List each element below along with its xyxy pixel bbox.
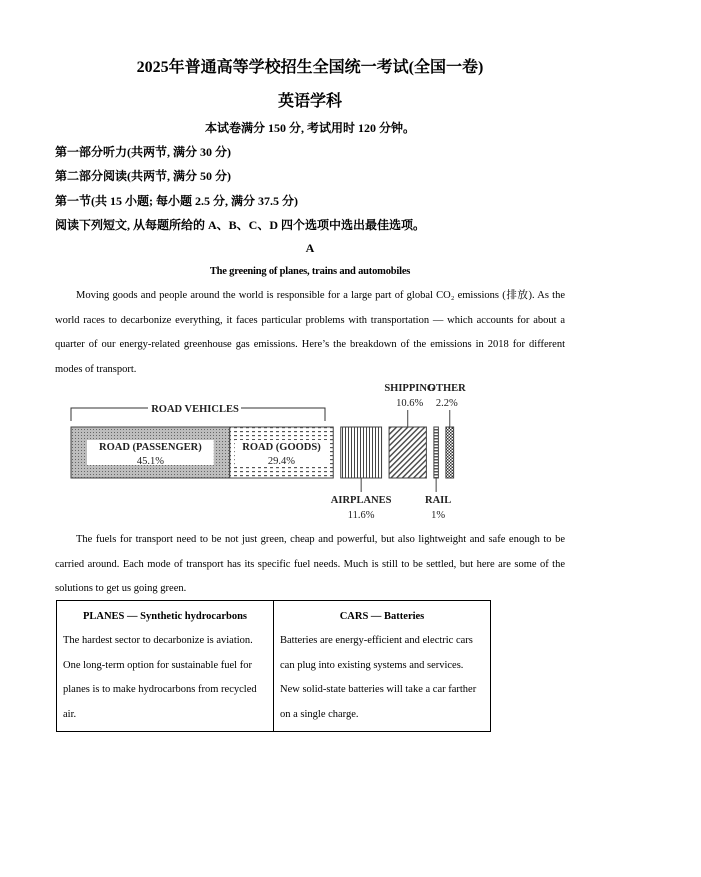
solutions-table: [56, 600, 491, 732]
table-cell-planes: [57, 601, 274, 732]
bar-value-label: 45.1%: [136, 456, 164, 467]
bar-value-label: 1%: [431, 510, 446, 521]
bar-category-label: AIRPLANES: [330, 495, 392, 506]
section-listening: 第一部分听力(共两节, 满分 30 分): [55, 145, 231, 159]
bar-value-label: 10.6%: [396, 398, 424, 409]
passage-letter: A: [305, 241, 315, 255]
bar-category-label: SHIPPING: [384, 383, 436, 394]
exam-subject: 英语学科: [277, 93, 342, 110]
bar-category-label: ROAD (PASSENGER): [98, 442, 202, 453]
passage-title: The greening of planes, trains and automobiles: [209, 266, 411, 277]
exam-info: 本试卷满分 150 分, 考试用时 120 分钟。: [204, 121, 415, 135]
exam-title: 2025年普通高等学校招生全国统一考试(全国一卷): [136, 59, 484, 76]
section-reading: 第二部分阅读(共两节, 满分 50 分): [55, 169, 231, 183]
bar-value-label: 11.6%: [347, 510, 375, 521]
planes-heading: PLANES — Synthetic hydrocarbons: [82, 611, 248, 622]
group-label: ROAD VEHICLES: [151, 404, 239, 415]
bar-category-label: OTHER: [427, 383, 466, 394]
table-cell-cars: [274, 601, 491, 732]
bar-rail: [434, 427, 439, 478]
table-row: [57, 601, 491, 732]
paragraph-intro: [55, 284, 565, 382]
bar-shipping: [389, 427, 426, 478]
bar-category-label: ROAD (GOODS): [242, 442, 321, 453]
emissions-chart: [60, 378, 480, 528]
bar-value-label: 29.4%: [267, 456, 296, 467]
bar-value-label: 2.2%: [435, 398, 458, 409]
cars-body: Batteries are energy-efficient and electric cars can plug into existing systems and services. New solid-state batteries will take a car farther on a single charge.: [280, 635, 477, 720]
bar-other: [446, 427, 454, 478]
bracket-left-line: [71, 408, 148, 421]
bracket-right-line: [241, 408, 325, 421]
bar-airplanes: [341, 427, 382, 478]
section-part-one: 第一节(共 15 小题; 每小题 2.5 分, 满分 37.5 分): [55, 194, 298, 208]
planes-body: The hardest sector to decarbonize is aviation. One long-term option for sustainable fuel for planes is to make hydrocarbons from recycled air.: [63, 635, 257, 720]
section-instructions: 阅读下列短文, 从每题所给的 A、B、C、D 四个选项中选出最佳选项。: [55, 218, 426, 232]
paragraph-fuels: [55, 528, 565, 602]
bar-category-label: RAIL: [425, 495, 452, 506]
paragraph-fuels-text: The fuels for transport need to be not just green, cheap and powerful, but also lightweight and safe enough to be carried around. Each mode of transport has its specific fuel needs. Much is still to be settled, but here are some of the solutions to get us going green.: [55, 534, 565, 594]
road-vehicles-bracket: [71, 404, 325, 421]
cars-heading: CARS — Batteries: [339, 611, 425, 622]
paragraph-intro-text: Moving goods and people around the world is responsible for a large part of global CO₂ emissions (排放). As the world races to decarbonize everything, it faces particular problems with transportation — which accounts for about a quarter of our energy-related greenhouse gas emissions. Here’s the breakdown of the emissions in 2018 for different modes of transport.: [55, 290, 565, 375]
